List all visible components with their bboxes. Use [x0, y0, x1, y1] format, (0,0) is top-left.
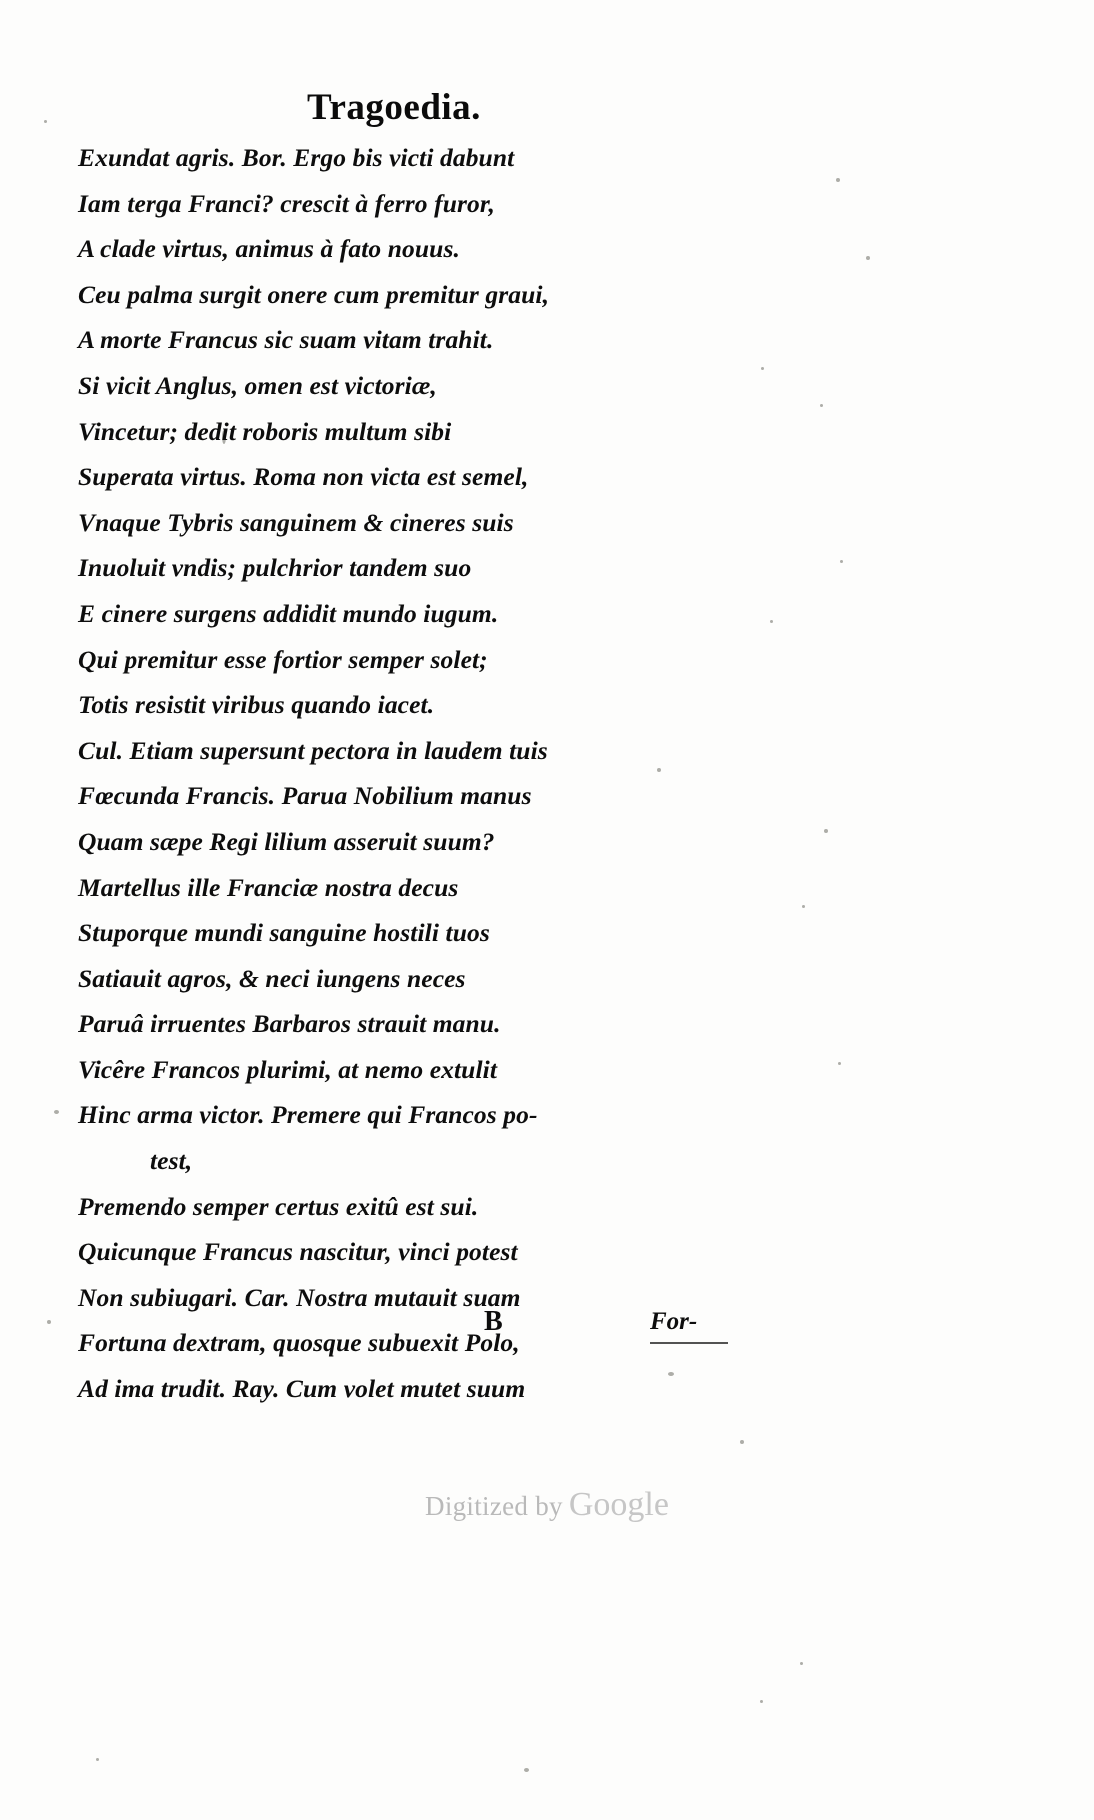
verse-line: Inuoluit vndis; pulchrior tandem suo [78, 553, 472, 583]
paper-speck [824, 829, 828, 833]
paper-speck [836, 178, 840, 182]
signature-mark: B [484, 1306, 503, 1337]
verse-line: Vicêre Francos plurimi, at nemo extulit [78, 1054, 498, 1084]
verse-line: A morte Francus sic suam vitam trahit. [78, 325, 494, 355]
watermark-prefix: Digitized by [425, 1491, 563, 1521]
catchword: For- [650, 1308, 698, 1335]
paper-speck [740, 1440, 744, 1444]
paper-speck [770, 620, 773, 623]
verse-line: Cul. Etiam supersunt pectora in laudem tuis [78, 735, 548, 765]
verse-line: Ceu palma surgit onere cum premitur graui, [78, 279, 550, 309]
verse-line: Exundat agris. Bor. Ergo bis victi dabunt [78, 143, 515, 172]
verse-line: Superata virtus. Roma non victa est semel, [78, 462, 529, 492]
verse-line: Non subiugari. Car. Nostra mutauit suam [78, 1282, 521, 1312]
verse-line: Vincetur; dedit roboris multum sibi [78, 416, 452, 446]
digitization-watermark [0, 1486, 1094, 1524]
verse-line: Quam sæpe Regi lilium asseruit suum? [78, 826, 495, 856]
verse-line: Hinc arma victor. Premere qui Francos po- [78, 1100, 538, 1130]
verse-line: Iam terga Franci? crescit à ferro furor, [78, 188, 495, 218]
verse-line: Stuporque mundi sanguine hostili tuos [78, 918, 490, 948]
catchword-rule [650, 1342, 728, 1344]
paper-speck [838, 1062, 841, 1065]
verse-line: Quicunque Francus nascitur, vinci potest [78, 1237, 518, 1267]
verse-line-runover: test, [150, 1146, 193, 1176]
verse-line: E cinere surgens addidit mundo iugum. [78, 598, 499, 628]
paper-speck [54, 1110, 59, 1114]
watermark-brand: Google [568, 1486, 669, 1523]
paper-speck [44, 120, 47, 123]
verse-line: Martellus ille Franciæ nostra decus [78, 872, 459, 902]
paper-speck [96, 1758, 99, 1761]
paper-speck [760, 1700, 763, 1703]
verse-line: Qui premitur esse fortior semper solet; [78, 644, 488, 674]
paper-speck [802, 905, 805, 908]
paper-speck [761, 367, 764, 370]
verse-line: Ad ima trudit. Ray. Cum volet mutet suum [78, 1374, 526, 1404]
paper-speck [866, 256, 870, 260]
verse-line: Satiauit agros, & neci iungens neces [78, 963, 466, 993]
verse-line: Paruâ irruentes Barbaros strauit manu. [78, 1009, 501, 1039]
verse-line: Premendo semper certus exitû est sui. [78, 1191, 479, 1221]
paper-speck [840, 560, 843, 563]
verse-line: Vnaque Tybris sanguinem & cineres suis [78, 507, 514, 537]
verse-line: Totis resistit viribus quando iacet. [78, 690, 435, 720]
verse-line: Fortuna dextram, quosque subuexit Polo, [78, 1328, 520, 1358]
verse-line: A clade virtus, animus à fato nouus. [78, 234, 460, 264]
poem-text-block [78, 86, 738, 1412]
paper-speck [47, 1320, 51, 1324]
paper-speck [820, 404, 823, 407]
paper-speck [800, 1662, 803, 1665]
page-footer [78, 1306, 738, 1346]
verse-line: Fœcunda Francis. Parua Nobilium manus [78, 781, 532, 811]
paper-speck [524, 1768, 529, 1772]
page-title: Tragoedia. [307, 87, 481, 128]
verse-line: Si vicit Anglus, omen est victoriæ, [78, 370, 437, 400]
